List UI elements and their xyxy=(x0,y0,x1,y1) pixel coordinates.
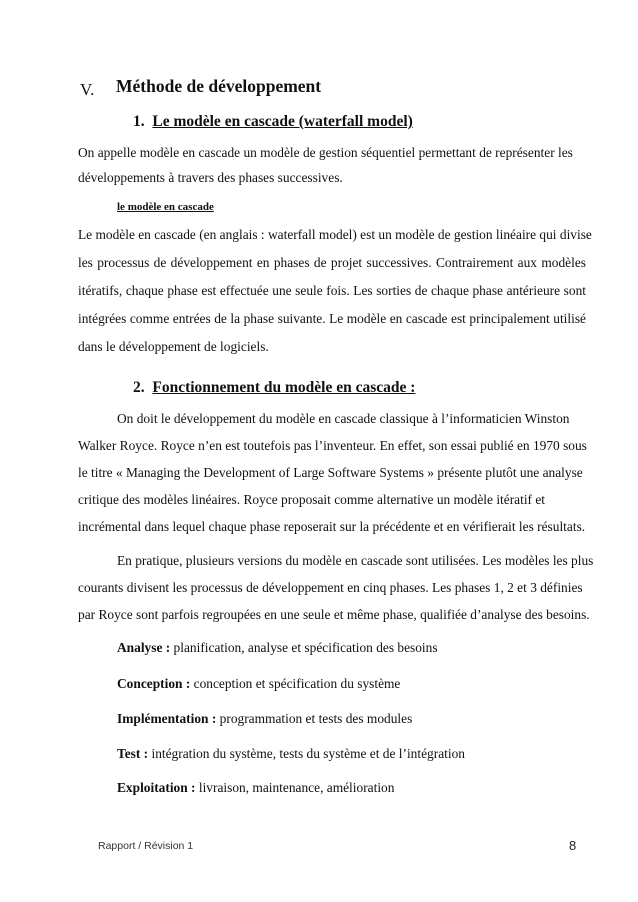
phase-term: Exploitation : xyxy=(117,780,196,795)
phase-term: Analyse : xyxy=(117,640,171,655)
para1-line-5: dans le développement de logiciels. xyxy=(78,339,269,354)
para1-line-4: intégrées comme entrées de la phase suivante. Le modèle en cascade est principalement utilisé xyxy=(78,311,586,326)
phase-item-implementation xyxy=(117,711,412,727)
phase-term: Implémentation : xyxy=(117,711,217,726)
intro-line-2: développements à travers des phases successives. xyxy=(78,170,343,185)
phase-term: Conception : xyxy=(117,676,191,691)
para1-line-1: Le modèle en cascade (en anglais : waterfall model) est un modèle de gestion linéaire qui divise xyxy=(78,227,592,242)
phase-desc: planification, analyse et spécification des besoins xyxy=(170,640,438,655)
subsection-2-title: Fonctionnement du modèle en cascade : xyxy=(152,379,416,396)
subsection-1-title: Le modèle en cascade (waterfall model) xyxy=(152,113,413,130)
minor-heading: le modèle en cascade xyxy=(117,201,214,213)
phase-desc: intégration du système, tests du système et de l’intégration xyxy=(148,746,465,761)
para2-line-2: Walker Royce. Royce n’en est toutefois pas l’inventeur. En effet, son essai publié en 1970 sous xyxy=(78,438,587,453)
section-number: V. xyxy=(80,80,95,99)
section-title: Méthode de développement xyxy=(116,76,322,96)
phase-item-exploitation xyxy=(117,780,394,796)
phase-desc: livraison, maintenance, amélioration xyxy=(195,780,395,795)
para2-line-5: incrémental dans lequel chaque phase reposerait sur la précédente et en vérifierait les résultats. xyxy=(78,519,586,534)
para3-line-1: En pratique, plusieurs versions du modèle en cascade sont utilisées. Les modèles les plus xyxy=(117,553,594,568)
phase-desc: programmation et tests des modules xyxy=(216,711,413,726)
phase-item-test xyxy=(117,746,465,762)
phase-desc: conception et spécification du système xyxy=(190,676,401,691)
page-number: 8 xyxy=(569,838,577,853)
para2-line-3: le titre « Managing the Development of Large Software Systems » présente plutôt une analyse xyxy=(78,465,583,480)
subsection-2-number: 2. xyxy=(133,379,145,396)
footer-revision: Rapport / Révision 1 xyxy=(98,840,194,852)
para2-line-1: On doit le développement du modèle en cascade classique à l’informaticien Winston xyxy=(117,411,570,426)
phase-term: Test : xyxy=(117,746,149,761)
subsection-2-heading xyxy=(133,379,415,397)
phase-item-analyse xyxy=(117,640,438,656)
para3-line-3: par Royce sont parfois regroupées en une seule et même phase, qualifiée d’analyse des besoins. xyxy=(78,607,590,622)
para2-line-4: critique des modèles linéaires. Royce proposait comme alternative un modèle itératif et xyxy=(78,492,546,507)
subsection-1-heading xyxy=(133,113,413,131)
para1-line-2: les processus de développement en phases de projet successives. Contrairement aux modèles xyxy=(78,255,586,270)
phase-item-conception xyxy=(117,676,400,692)
para1-line-3: itératifs, chaque phase est effectuée une seule fois. Les sorties de chaque phase antérieure sont xyxy=(78,283,586,298)
para3-line-2: courants divisent les processus de développement en cinq phases. Les phases 1, 2 et 3 définies xyxy=(78,580,583,595)
intro-line-1: On appelle modèle en cascade un modèle de gestion séquentiel permettant de représenter les xyxy=(78,145,573,160)
subsection-1-number: 1. xyxy=(133,113,145,130)
